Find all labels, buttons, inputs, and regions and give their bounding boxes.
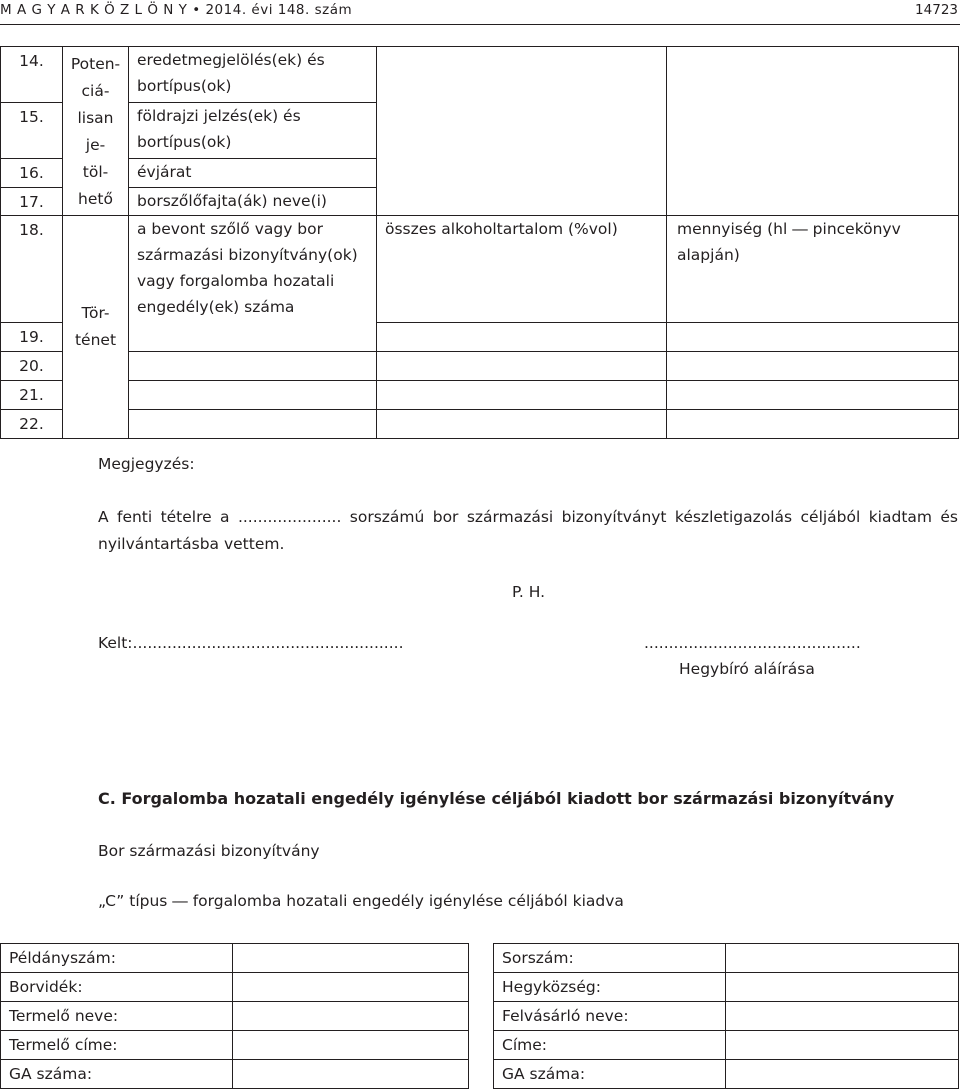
description-line: földrajzi jelzés(ek) és <box>137 107 301 125</box>
form-value-cell[interactable] <box>233 1060 469 1089</box>
description-line: a bevont szőlő vagy bor <box>137 220 323 238</box>
form-value-cell[interactable] <box>726 944 959 973</box>
form-row <box>494 1002 959 1031</box>
empty-cell <box>377 352 667 381</box>
section-c-subtitle: Bor származási bizonyítvány <box>98 842 320 860</box>
form-row <box>1 944 469 973</box>
empty-cell <box>377 47 667 216</box>
row-number: 19. <box>1 323 63 352</box>
form-label: Példányszám: <box>1 944 233 973</box>
empty-cell <box>377 323 667 352</box>
form-label: GA száma: <box>494 1060 726 1089</box>
description-line: bortípus(ok) <box>137 133 232 151</box>
form-label: Hegyközség: <box>494 973 726 1002</box>
buyer-form-table <box>493 943 959 1089</box>
form-row <box>494 973 959 1002</box>
table-row <box>1 352 959 381</box>
signature-line: ............................................ <box>644 634 861 652</box>
kelt-field: Kelt:....................................................... <box>98 634 404 652</box>
row-number: 18. <box>1 216 63 323</box>
header-alcohol: összes alkoholtartalom (%vol) <box>377 216 667 323</box>
row-number: 21. <box>1 381 63 410</box>
publication-header: M A G Y A R K Ö Z L Ö N Y • 2014. évi 148. szám <box>0 2 353 18</box>
form-value-cell[interactable] <box>726 1060 959 1089</box>
empty-cell <box>667 47 959 216</box>
form-label: Sorszám: <box>494 944 726 973</box>
form-label: Termelő címe: <box>1 1031 233 1060</box>
form-label: Termelő neve: <box>1 1002 233 1031</box>
statement-text: A fenti tételre a ..................... sorszámú bor származási bizonyítványt készletigazolás céljából kiadtam és nyilvántartásba vettem. <box>98 508 958 553</box>
wine-history-table <box>0 46 959 439</box>
form-label: Felvásárló neve: <box>494 1002 726 1031</box>
row-description <box>129 47 377 103</box>
category-history <box>63 216 129 439</box>
category-potential-line: ciá- <box>81 82 110 100</box>
row-number: 17. <box>1 188 63 216</box>
form-label: Címe: <box>494 1031 726 1060</box>
description-line: bortípus(ok) <box>137 77 232 95</box>
description-line: származási bizonyítvány(ok) <box>137 246 358 264</box>
row-description: borszőlőfajta(ák) neve(i) <box>129 188 377 216</box>
section-c-type-line: „C” típus ― forgalomba hozatali engedély igénylése céljából kiadva <box>98 892 624 910</box>
producer-form-table <box>0 943 469 1089</box>
category-history-line: Tör- <box>81 304 110 322</box>
signature-label: Hegybíró aláírása <box>679 660 815 678</box>
row-number: 20. <box>1 352 63 381</box>
category-potential-line: hető <box>78 190 113 208</box>
row-number: 15. <box>1 103 63 159</box>
form-row <box>1 1060 469 1089</box>
row-number: 14. <box>1 47 63 103</box>
form-value-cell[interactable] <box>233 944 469 973</box>
description-line: eredetmegjelölés(ek) és <box>137 51 325 69</box>
row-description <box>129 103 377 159</box>
table-row <box>1 216 959 323</box>
empty-cell <box>129 381 377 410</box>
empty-cell <box>129 410 377 439</box>
form-row <box>494 1060 959 1089</box>
description-line: vagy forgalomba hozatali <box>137 272 335 290</box>
header-quantity: mennyiség (hl ― pincekönyv alapján) <box>667 216 959 323</box>
empty-cell <box>667 323 959 352</box>
form-value-cell[interactable] <box>233 1031 469 1060</box>
form-value-cell[interactable] <box>233 973 469 1002</box>
form-row <box>494 944 959 973</box>
form-label: GA száma: <box>1 1060 233 1089</box>
table-row <box>1 410 959 439</box>
form-value-cell[interactable] <box>726 1002 959 1031</box>
form-value-cell[interactable] <box>726 973 959 1002</box>
table-row <box>1 47 959 103</box>
row-description: évjárat <box>129 159 377 188</box>
form-value-cell[interactable] <box>726 1031 959 1060</box>
section-c-title: C. Forgalomba hozatali engedély igénylése céljából kiadott bor származási bizonyítvány <box>98 789 895 808</box>
row-description <box>129 216 377 352</box>
category-history-line: ténet <box>74 331 117 349</box>
notes-label: Megjegyzés: <box>98 455 195 473</box>
description-line: engedély(ek) száma <box>137 298 295 316</box>
header-divider <box>0 24 960 25</box>
category-potential-line: Poten- <box>70 55 121 73</box>
empty-cell <box>377 410 667 439</box>
empty-cell <box>667 410 959 439</box>
form-label: Borvidék: <box>1 973 233 1002</box>
category-potential-line: je- <box>85 136 106 154</box>
form-row <box>494 1031 959 1060</box>
row-number: 22. <box>1 410 63 439</box>
ph-mark: P. H. <box>512 583 546 601</box>
empty-cell <box>667 352 959 381</box>
row-number: 16. <box>1 159 63 188</box>
form-row <box>1 1002 469 1031</box>
table-row <box>1 381 959 410</box>
empty-cell <box>129 352 377 381</box>
category-potential-line: lisan <box>77 109 114 127</box>
form-value-cell[interactable] <box>233 1002 469 1031</box>
form-row <box>1 1031 469 1060</box>
page-number: 14723 <box>915 2 958 18</box>
category-potential-line: töl- <box>82 163 109 181</box>
form-row <box>1 973 469 1002</box>
empty-cell <box>667 381 959 410</box>
category-potential <box>63 47 129 216</box>
empty-cell <box>377 381 667 410</box>
